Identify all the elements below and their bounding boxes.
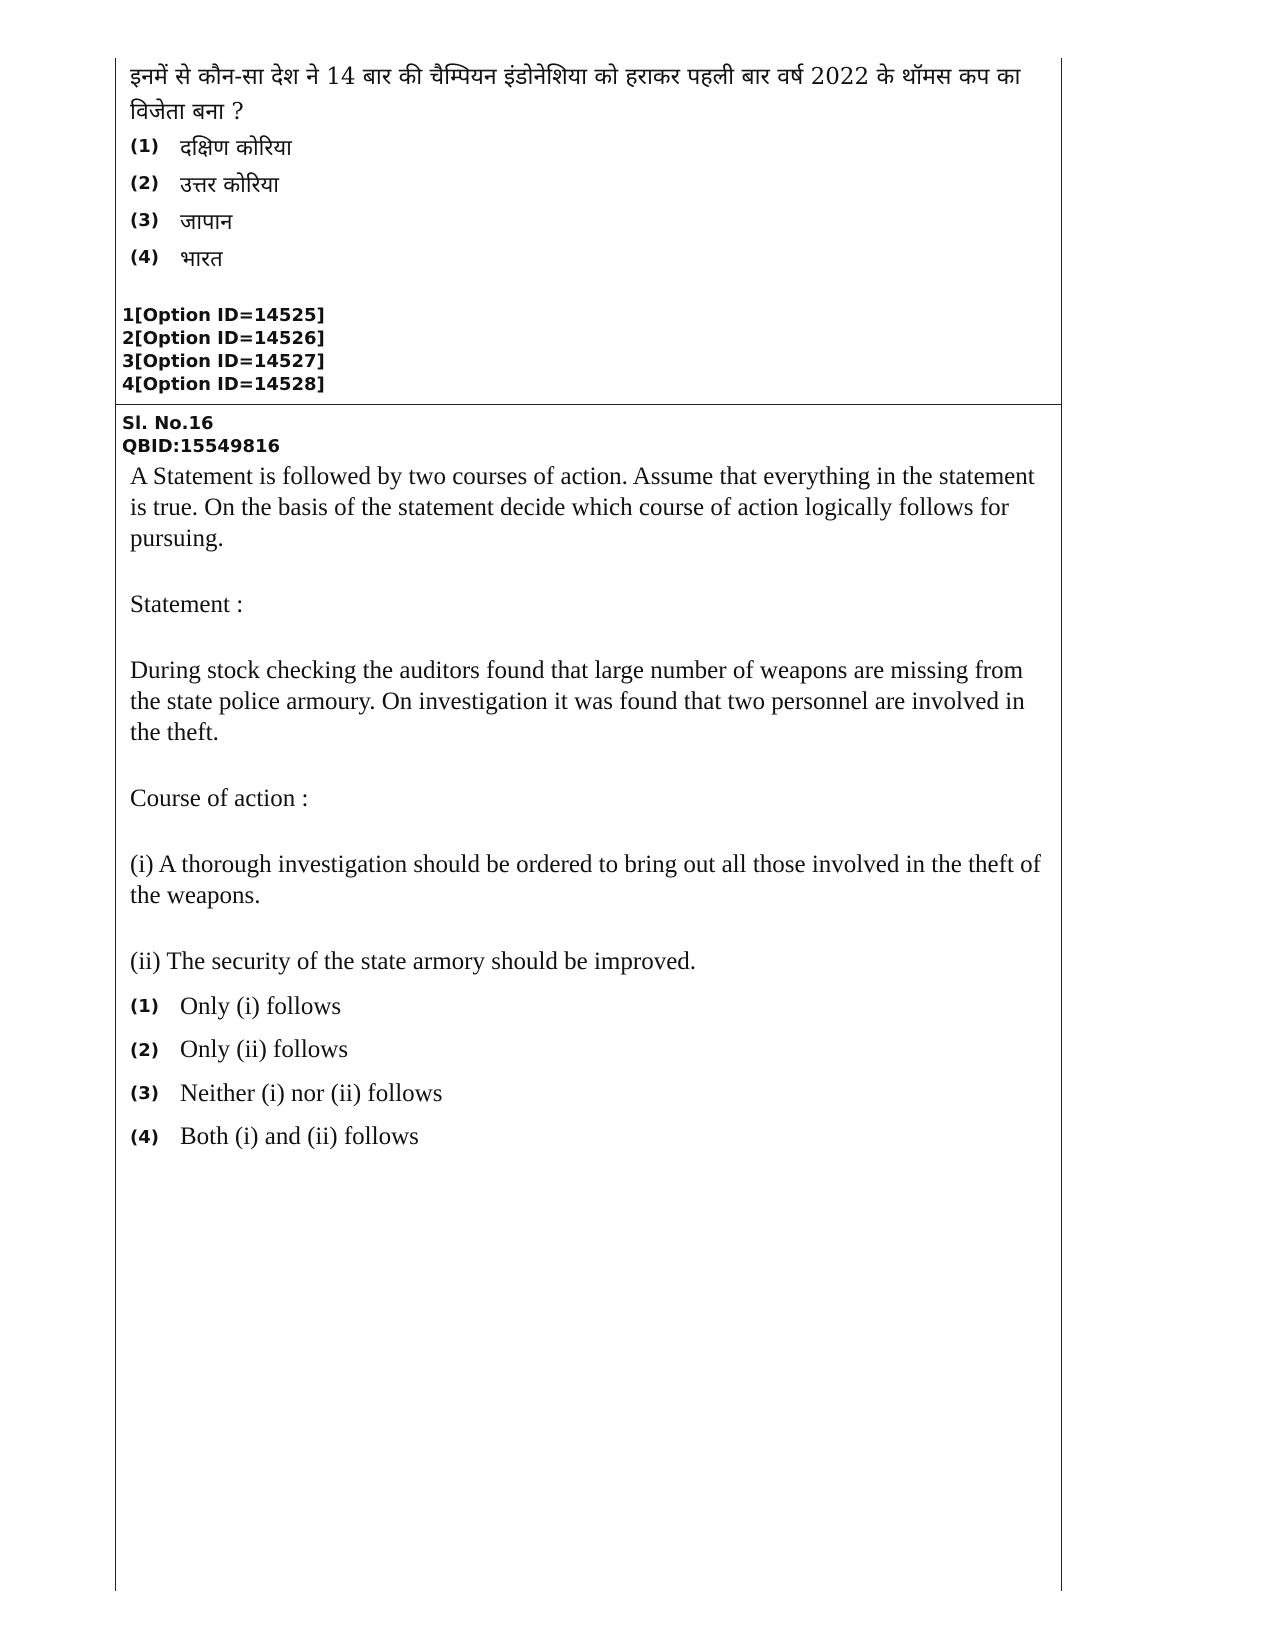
option-text: उत्तर कोरिया xyxy=(180,172,279,198)
question-divider xyxy=(115,404,1061,405)
option-number: (3) xyxy=(130,1083,159,1105)
statement-text: During stock checking the auditors found that large number of weapons are missing from the state police armoury. On investigation it was found that two personnel are involved in the theft. xyxy=(130,657,1025,746)
option-2 xyxy=(130,1029,1050,1073)
prev-option-1 xyxy=(130,128,1050,165)
option-id-list xyxy=(122,304,1042,396)
statement-heading: Statement : xyxy=(130,591,244,618)
option-id-4: 4[Option ID=14528] xyxy=(122,374,325,395)
option-id-1: 1[Option ID=14525] xyxy=(122,305,325,326)
question-body xyxy=(130,461,1045,977)
option-number: (3) xyxy=(130,210,159,231)
prev-option-2 xyxy=(130,165,1050,202)
prev-question-options xyxy=(130,128,1050,276)
option-id-2: 2[Option ID=14526] xyxy=(122,328,325,349)
question-options xyxy=(130,985,1050,1159)
option-number: (1) xyxy=(130,136,159,157)
option-text: Both (i) and (ii) follows xyxy=(180,1123,419,1151)
qbid: QBID:15549816 xyxy=(122,436,281,457)
option-text: Only (i) follows xyxy=(180,992,342,1020)
course-of-action-1: (i) A thorough investigation should be ordered to bring out all those involved in the theft of the weapons. xyxy=(130,851,1041,909)
option-id-3: 3[Option ID=14527] xyxy=(122,351,325,372)
option-text: भारत xyxy=(180,246,223,272)
option-3 xyxy=(130,1072,1050,1116)
course-of-action-heading: Course of action : xyxy=(130,785,309,812)
prev-option-4 xyxy=(130,239,1050,276)
option-4 xyxy=(130,1116,1050,1160)
question-meta xyxy=(122,412,1042,458)
serial-number: Sl. No.16 xyxy=(122,413,214,434)
option-text: Only (ii) follows xyxy=(180,1036,349,1064)
page-frame-right-border xyxy=(1061,58,1062,1591)
page-frame-left-border xyxy=(115,58,116,1591)
option-number: (2) xyxy=(130,173,159,194)
option-text: जापान xyxy=(180,209,233,235)
course-of-action-2: (ii) The security of the state armory should be improved. xyxy=(130,948,697,975)
option-number: (1) xyxy=(130,996,159,1018)
option-number: (4) xyxy=(130,1126,159,1148)
option-text: Neither (i) nor (ii) follows xyxy=(180,1079,443,1107)
option-1 xyxy=(130,985,1050,1029)
prev-option-3 xyxy=(130,202,1050,239)
option-number: (2) xyxy=(130,1039,159,1061)
prev-question-text: इनमें से कौन-सा देश ने 14 बार की चैम्पियन इंडोनेशिया को हराकर पहली बार वर्ष 2022 के थॉमस कप का विजेता बना ? xyxy=(130,64,1021,125)
option-number: (4) xyxy=(130,247,159,268)
option-text: दक्षिण कोरिया xyxy=(180,135,292,161)
question-instruction: A Statement is followed by two courses of action. Assume that everything in the statement is true. On the basis of the statement decide which course of action logically follows for pursuing. xyxy=(130,463,1035,552)
